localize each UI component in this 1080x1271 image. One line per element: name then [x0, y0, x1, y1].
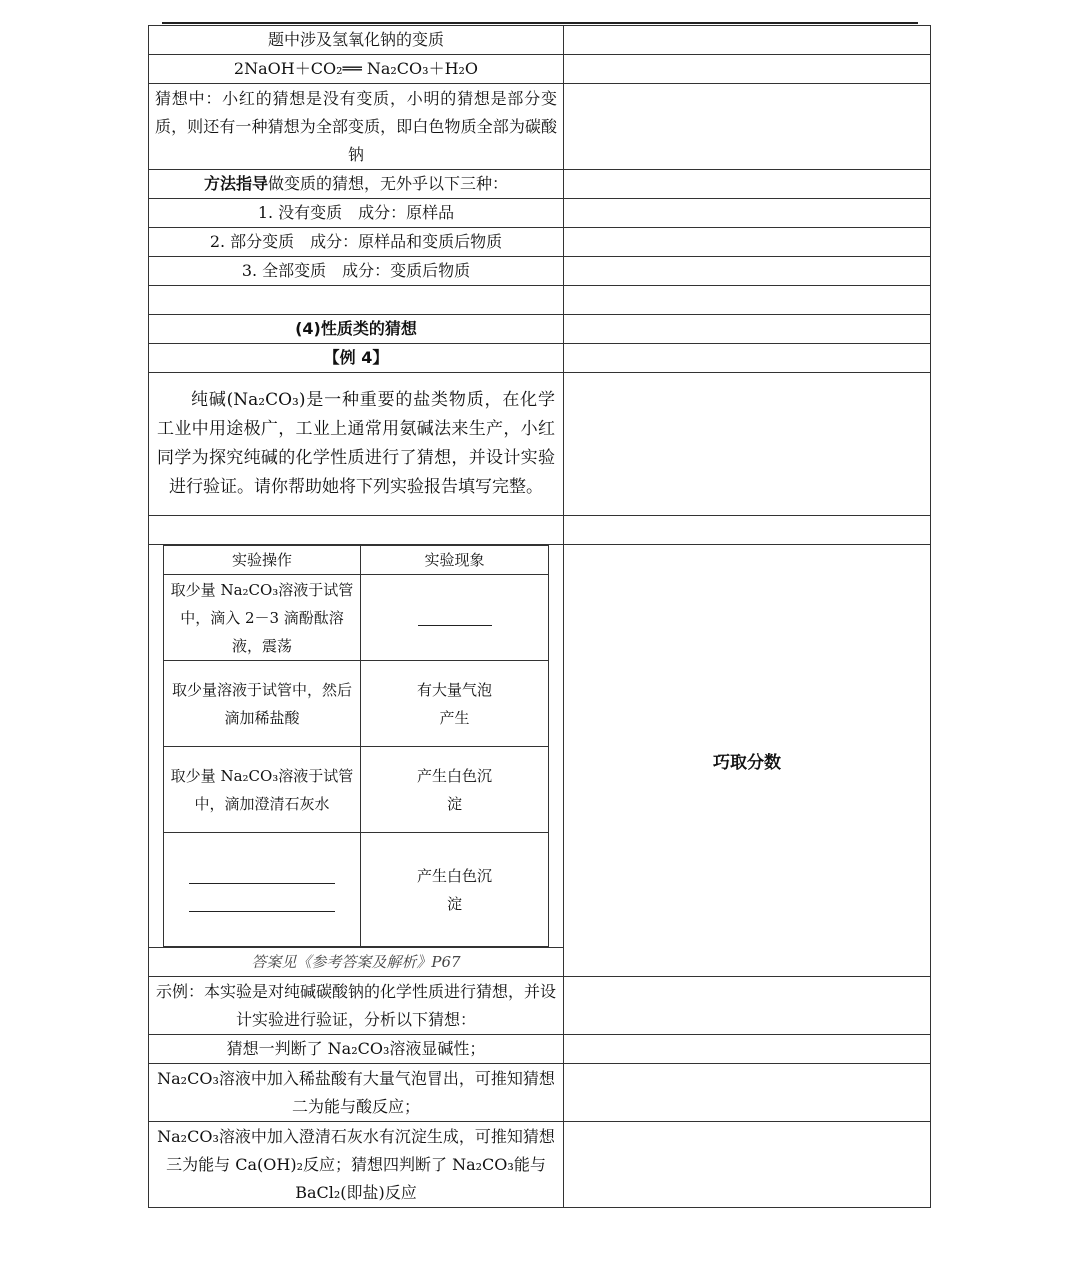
phenomenon-1-blank [361, 575, 549, 661]
table-row [149, 977, 931, 1035]
example-intro: 示例：本实验是对纯碱碳酸钠的化学性质进行猜想，并设计实验进行验证，分析以下猜想： [149, 977, 564, 1035]
table-row [149, 315, 931, 344]
example-number: 【例 4】 [149, 344, 564, 373]
example-question: 纯碱(Na₂CO₃)是一种重要的盐类物质，在化学工业中用途极广，工业上通常用氨碱法来生产，小红同学为探究纯碱的化学性质进行了猜想，并设计实验进行验证。请你帮助她将下列实验报告填写完整。 [149, 373, 564, 516]
right-cell [564, 516, 931, 545]
operation-4-blank [164, 833, 361, 947]
table-row [149, 84, 931, 170]
table-row [149, 26, 931, 55]
table-row [149, 373, 931, 516]
row-case-1: 1. 没有变质 成分：原样品 [149, 199, 564, 228]
experiment-table [163, 545, 549, 947]
table-row [149, 55, 931, 84]
answer-blank[interactable] [189, 869, 335, 884]
answer-blank[interactable] [418, 611, 492, 626]
row-equation: 2NaOH＋CO₂══ Na₂CO₃＋H₂O [149, 55, 564, 84]
worksheet-table [148, 25, 931, 1208]
method-guide-label: 方法指导 [203, 174, 268, 193]
answer-reference: 答案见《参考答案及解析》P67 [149, 948, 564, 977]
header-phenomenon: 实验现象 [361, 546, 549, 575]
row-naoh-topic: 题中涉及氢氧化钠的变质 [149, 26, 564, 55]
right-cell [564, 84, 931, 170]
operation-1: 取少量 Na₂CO₃溶液于试管中，滴入 2－3 滴酚酞溶液，震荡 [164, 575, 361, 661]
guess-two: Na₂CO₃溶液中加入稀盐酸有大量气泡冒出，可推知猜想二为能与酸反应； [149, 1064, 564, 1122]
experiment-cell [149, 545, 564, 948]
operation-3: 取少量 Na₂CO₃溶液于试管中，滴加澄清石灰水 [164, 747, 361, 833]
section-heading: (4)性质类的猜想 [149, 315, 564, 344]
table-row [149, 170, 931, 199]
guess-three-four: Na₂CO₃溶液中加入澄清石灰水有沉淀生成，可推知猜想三为能与 Ca(OH)₂反应；猜想四判断了 Na₂CO₃能与 BaCl₂(即盐)反应 [149, 1122, 564, 1208]
tip-label: 巧取分数 [564, 545, 931, 977]
experiment-row [164, 575, 549, 661]
right-cell [564, 199, 931, 228]
table-row [149, 257, 931, 286]
phenomenon-3: 产生白色沉淀 [361, 747, 549, 833]
right-cell [564, 286, 931, 315]
top-rule [162, 22, 918, 24]
right-cell [564, 344, 931, 373]
operation-2: 取少量溶液于试管中，然后滴加稀盐酸 [164, 661, 361, 747]
experiment-row [164, 833, 549, 947]
right-cell [564, 1064, 931, 1122]
phenomenon-4: 产生白色沉淀 [361, 833, 549, 947]
table-row [149, 199, 931, 228]
row-guess-analysis: 猜想中：小红的猜想是没有变质，小明的猜想是部分变质，则还有一种猜想为全部变质，即白色物质全部为碳酸钠 [149, 84, 564, 170]
empty-cell [149, 286, 564, 315]
table-row [149, 545, 931, 948]
row-method-guide [149, 170, 564, 199]
answer-blank[interactable] [189, 897, 335, 912]
right-cell [564, 26, 931, 55]
phenomenon-2: 有大量气泡产生 [361, 661, 549, 747]
header-operation: 实验操作 [164, 546, 361, 575]
guess-one: 猜想一判断了 Na₂CO₃溶液显碱性； [149, 1035, 564, 1064]
row-case-2: 2. 部分变质 成分：原样品和变质后物质 [149, 228, 564, 257]
empty-cell [149, 516, 564, 545]
right-cell [564, 1035, 931, 1064]
right-cell [564, 55, 931, 84]
table-row [149, 286, 931, 315]
right-cell [564, 373, 931, 516]
table-row [149, 228, 931, 257]
method-guide-text: 做变质的猜想，无外乎以下三种： [268, 174, 509, 193]
right-cell [564, 228, 931, 257]
experiment-row [164, 661, 549, 747]
table-row [149, 1122, 931, 1208]
right-cell [564, 170, 931, 199]
right-cell [564, 315, 931, 344]
row-case-3: 3. 全部变质 成分：变质后物质 [149, 257, 564, 286]
table-row [149, 344, 931, 373]
table-row [149, 516, 931, 545]
table-row [149, 1035, 931, 1064]
right-cell [564, 977, 931, 1035]
right-cell [564, 1122, 931, 1208]
right-cell [564, 257, 931, 286]
experiment-header-row [164, 546, 549, 575]
experiment-row [164, 747, 549, 833]
table-row [149, 1064, 931, 1122]
